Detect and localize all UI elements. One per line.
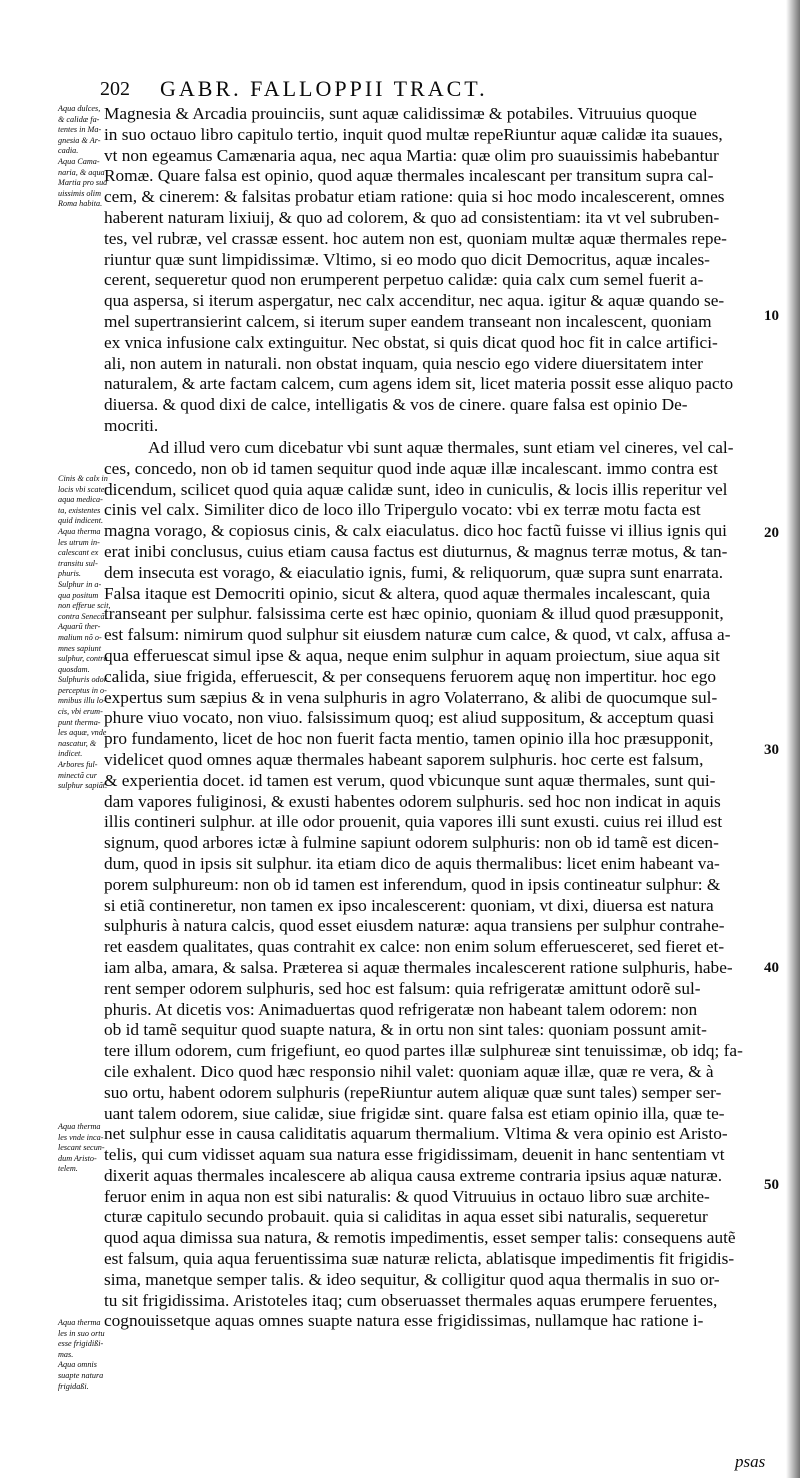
catchword: psas [735,1452,766,1471]
margin-note-line: cadia. [58,146,79,156]
text-line: magna vorago, & copiosus cinis, & calx eiaculatus. dico hoc factũ fuisse vi illius ignis qui [104,521,727,541]
margin-note-line: qua positum [58,590,99,600]
margin-note-line: locis vbi scatet [58,484,107,494]
margin-note-line: aqua medica- [58,495,103,505]
text-line: iam alba, amara, & salsa. Præterea si aquæ thermales incalescerent ratione sulphuris, habe- [104,957,733,977]
text-line: cinis vel calx. Similiter dico de loco illo Tripergulo vocato: vbi ex terræ motu facta est [104,500,701,520]
text-line: transeant per sulphur. falsissima certe est hæc opinio, quoniam & illud quod præsupponit, [104,604,724,624]
text-line: dam vapores fuliginosi, & exusti habentes odorem sulphuris. sed hoc non indicat in aquis [104,791,721,811]
margin-note-line: uissimis olim [58,188,101,198]
margin-note-line: Sulphur in a- [58,579,102,589]
margin-note-line: esse frigidißi- [58,1339,104,1349]
margin-note-line: non efferue scit, [58,601,111,611]
text-line: riuntur quæ sunt limpidissimæ. Vltimo, si eo modo quo dicit Democritus, aquæ incales- [104,249,710,269]
margin-note-2 [58,474,111,792]
line-number-10: 10 [764,308,779,324]
margin-note-line: ta, existentes [58,505,101,515]
text-line: mocriti. [104,415,159,435]
text-line: pro fundamento, licet de hoc non fuerit facta mentio, tamen opinio illa hoc præsupponit, [104,729,714,749]
text-line: videlicet quod omnes aquæ thermales habeant saporem sulphuris. hoc certe est falsum, [104,749,704,769]
margin-note-line: minectã cur [58,770,97,780]
margin-note-line: Cinis & calx in [58,474,108,483]
margin-note-line: les vnde inca- [58,1132,104,1142]
text-line: feruor enim in aqua non est sibi naturalis: & quod Vitruuius in octauo libro suæ archite- [104,1186,710,1206]
text-line: tes, vel rubræ, vel crassæ essent. hoc autem non est, quoniam multæ aquæ thermales repe- [104,228,727,248]
text-line: cerent, sequeretur quod non erumperent perpetuo calidæ: quia calx cum semel fuerit a- [104,270,704,290]
paragraph-1 [104,104,766,437]
margin-note-line: contra Senecã. [58,611,107,621]
text-line: est falsum, quia aqua feruentissima suæ naturæ relicta, ablatisque impedimentis fit frigidis- [104,1249,735,1269]
text-line: haberent naturam lixiuij, & quo ad colorem, & quo ad consistentiam: ita vt vel subruben- [104,207,720,227]
text-line: qua efferuescat simul ipse & aqua, neque enim sulphur in aquam proiectum, siue aqua sit [104,645,720,665]
text-line: ret easdem qualitates, quas contrahit ex calce: non enim solum efferuesceret, sed fieret et- [104,937,725,957]
text-line: cile exhalent. Dico quod hæc responsio nihil valet: quoniam aquæ illæ, quæ re vera, & à [104,1061,714,1081]
text-line: dixerit aquas thermales incalescere ab aliqua causa extreme contraria ipsius aquæ naturæ. [104,1165,723,1185]
text-line: Romæ. Quare falsa est opinio, quod aquæ thermales incalescant per transitum supra cal- [104,166,714,186]
text-line: suo ortu, habent odorem sulphuris (repeRiuntur autem aliquæ quæ sunt tales) semper ser- [104,1082,722,1102]
margin-note-line: perceptus in o- [58,685,107,695]
text-line: tere illum odorem, cum frigefiunt, eo quod partes illæ sulphureæ sint tenuissimæ, ob idq; fa- [104,1041,743,1061]
text-line: ex vnica infusione calx extinguitur. Nec obstat, si quis dicat quod hoc fit in calce artifici- [104,332,718,352]
text-line: & experientia docet. id tamen est verum, quod vbicunque sunt aquæ thermales, sunt qui- [104,770,716,790]
text-line: uant talem odorem, siue calidæ, siue frigidæ sint. quare falsa est etiam opinio illa, quæ te- [104,1103,725,1123]
margin-note-line: Roma habita. [58,199,103,209]
text-line: phure viuo vocato, non viuo. falsissimum quoq; est aliud suppositum, & acceptum quasi [104,708,715,728]
text-line: quod aqua dimissa sua natura, & remotis impedimentis, esset semper talis: consequens autẽ [104,1228,736,1248]
margin-note-line: punt therma- [58,717,101,727]
text-line: net sulphur esse in causa caliditatis aquarum thermalium. Vltima & vera opinio est Aristo- [104,1124,728,1144]
page-edge-shadow [786,0,800,1478]
paragraph-2 [104,438,766,1332]
margin-note-line: tentes in Ma- [58,125,102,135]
margin-note-line: lescant secun- [58,1143,105,1153]
margin-note-line: gnesia & Ar- [58,135,101,145]
text-line: diuersa. & quod dixi de calce, intelligatis & vos de cinere. quare falsa est opinio De- [104,395,688,415]
margin-note-line: calescant ex [58,548,99,558]
margin-note-line: sulphur sapiãt. [58,781,108,791]
line-number-30: 30 [764,742,779,758]
margin-note-line: les utrum in- [58,537,100,547]
margin-note-line: suapte natura [58,1370,104,1380]
margin-note-4 [58,1318,104,1392]
margin-note-line: Aqua therma [58,1122,101,1131]
text-line: in suo octauo libro capitulo tertio, inquit quod multæ repeRiuntur aquæ calidæ ita suaues, [104,124,723,144]
text-line: tu sit frigidissima. Aristoteles itaq; cum obseruasset thermales aquas erumpere feruentes, [104,1290,718,1310]
text-line: porem sulphureum: non ob id tamen est inferendum, quod in ipsis contineatur sulphur: & [104,874,721,894]
margin-note-line: naria, & aqua [58,167,105,177]
margin-note-line: les aquæ, vnde [58,728,107,738]
margin-note-line: Aqua dulces, [58,104,101,113]
text-line: sulphuris à natura calcis, quod esset eiusdem naturæ: aqua transiens per sulphur contrahe- [104,916,725,936]
text-line: ob id tamẽ sequitur quod suapte natura, & in ortu non sint tales: quoniam possunt amit- [104,1020,707,1040]
margin-note-line: Aqua therma [58,1318,101,1327]
text-line: dem insecuta est vorago, & eiaculatio ignis, fumi, & reliquorum, quæ supra sunt enarrata. [104,562,724,582]
margin-note-line: cis, vbi erum- [58,707,103,717]
text-line: mel supertransierint calcem, si iterum super eandem transeant non incalescent, quoniam [104,311,712,331]
text-line: Falsa itaque est Democriti opinio, sicut & altera, quod aquæ thermales incalescant, quia [104,583,711,603]
margin-note-line: malium nõ o- [58,632,102,642]
margin-note-line: mas. [58,1349,74,1359]
line-number-40: 40 [764,960,779,976]
margin-note-line: phuris. [58,569,81,579]
margin-note-1 [58,104,108,210]
page-number: 202 [100,78,130,100]
text-line: naturalem, & arte factam calcem, cum agens idem sit, licet materia possit esse aliquo pacto [104,374,734,394]
margin-note-line: Arbores ful- [58,760,98,770]
margin-note-line: dum Aristo- [58,1153,97,1163]
text-line: sima, manetque semper talis. & ideo sequitur, & colligitur quod aqua thermalis in suo or- [104,1269,720,1289]
text-line: vt non egeamus Camænaria aqua, nec aqua Martia: quæ olim pro suauissimis habebantur [104,145,719,165]
margin-note-line: nascatur, & [58,738,97,748]
text-line: est falsum: nimirum quod sulphur sit eiusdem naturæ cum calce, & quod, vt calx, affusa a- [104,625,731,645]
margin-note-line: & calidæ fa- [58,114,100,124]
text-line: dicendum, scilicet quod quia aquæ calidæ sunt, ideo in cuniculis, & locis illis reperitur vel [104,479,728,499]
text-line: illis contineri sulphur. at ille odor prouenit, quia vapores illi sunt exusti. cuius rei illud est [104,812,723,832]
margin-note-line: mnibus illu lo- [58,696,106,706]
margin-note-line: mnes sapiunt [58,643,101,653]
margin-note-line: transitu sul- [58,558,98,568]
text-line: cem, & cinerem: & falsitas probatur etiam ratione: quia si hoc modo incalescerent, omnes [104,187,725,207]
margin-note-line: Sulphuris odor [58,675,107,685]
margin-note-line: Aquarũ ther- [58,622,101,632]
text-line: calida, siue frigida, efferuescit, & per consequens feruorem aquę non impertitur. hoc ego [104,666,716,686]
margin-note-3 [58,1122,104,1175]
text-line: cognouissetque aquas omnes suapte natura esse frigidissimas, nullamque hac ratione i- [104,1311,704,1331]
running-head: GABR. FALLOPPII TRACT. [160,76,488,101]
text-line: Ad illud vero cum dicebatur vbi sunt aquæ thermales, sunt etiam vel cineres, vel cal- [148,438,734,457]
text-line: phuris. At dicetis vos: Animaduertas quod refrigeratæ non habeant talem odorem: non [104,999,698,1019]
text-line: cturæ capitulo secundo probauit. quia si caliditas in aqua esset sibi naturalis, sequeretur [104,1207,708,1227]
text-line: erat inibi conclusus, cuius etiam causa factus est diuturnus, & magnus terræ motus, & tan- [104,541,728,561]
margin-note-line: frigidaßi. [58,1381,89,1391]
page-header [100,78,740,104]
margin-note-line: quid indicent. [58,516,104,526]
margin-note-line: sulphur, contra [58,654,108,664]
line-number-50: 50 [764,1177,779,1193]
margin-note-line: Aqua omnis [58,1360,97,1370]
margin-note-line: telem. [58,1164,78,1174]
line-number-20: 20 [764,525,779,541]
margin-note-line: indicet. [58,749,83,759]
margin-note-line: les in suo ortu [58,1328,105,1338]
text-line: expertus sum sæpius & in vena sulphuris in agro Volaterrano, & alibi de quocumque sul- [104,687,718,707]
text-line: rent semper odorem sulphuris, sed hoc est falsum: quia refrigeratæ amittunt odorẽ sul- [104,978,701,998]
text-line: si etiã contineretur, non tamen ex ipso incalescerent: quoniam, vt dixi, diuersa est natura [104,895,714,915]
margin-note-line: Aqua Cama- [58,156,100,166]
text-line: qua aspersa, si iterum aspergatur, nec calx accenditur, nec aqua. igitur & aquæ quando se- [104,291,725,311]
margin-note-line: Aqua therma [58,526,101,536]
text-line: ali, non autem in naturali. non obstat inquam, quia nescio ego videre diuersitatem inter [104,353,703,373]
text-line: dum, quod in ipsis sit sulphur. ita etiam dico de aquis thermalibus: licet enim habeant va- [104,853,720,873]
text-line: signum, quod arbores ictæ à fulmine sapiunt odorem sulphuris: non ob id tamẽ est dicen- [104,833,719,853]
text-line: ces, concedo, non ob id tamen sequitur quod inde aquæ illæ incalescant. immo contra est [104,458,718,478]
text-line: Magnesia & Arcadia prouinciis, sunt aquæ calidissimæ & potabiles. Vitruuius quoque [104,104,697,123]
margin-note-line: Martia pro sua [58,178,108,188]
text-line: telis, qui cum vidisset aquam sua natura esse frigidissimam, deuenit in hanc sententiam vt [104,1145,725,1165]
margin-note-line: quosdam. [58,664,90,674]
